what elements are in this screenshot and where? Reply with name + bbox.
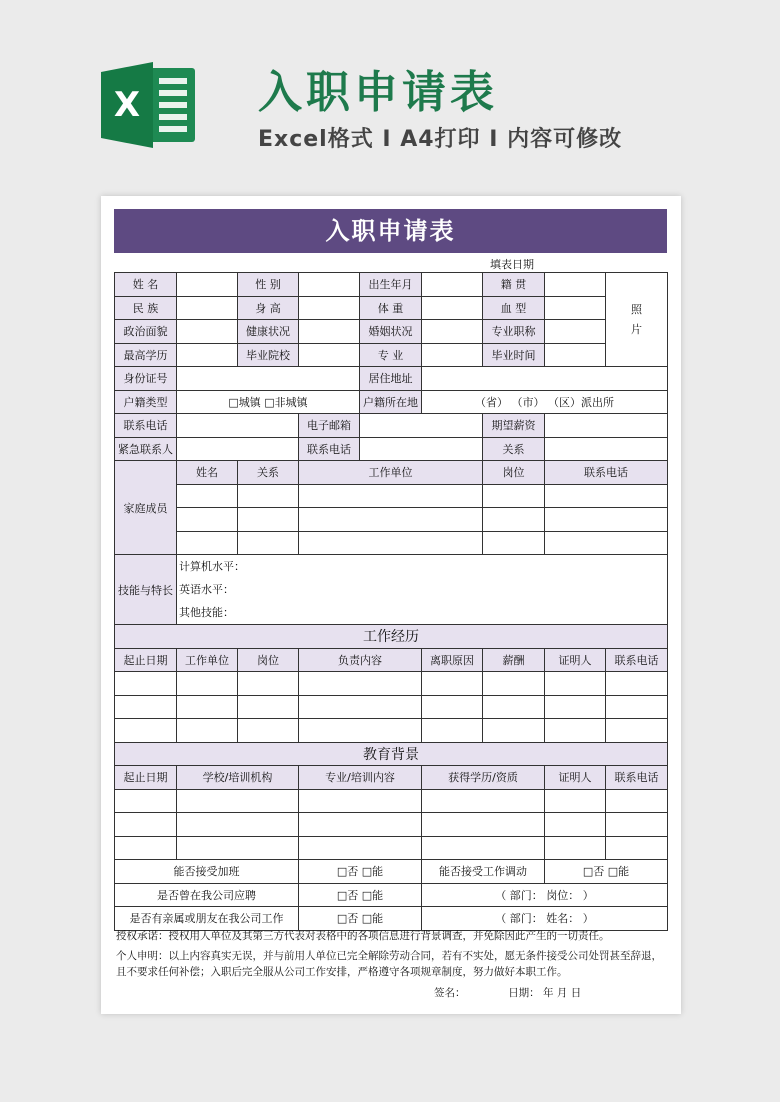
family-row: [115, 508, 668, 532]
transfer-options[interactable]: □否 □能: [545, 860, 668, 884]
work-header: 起止日期: [115, 648, 177, 672]
address-field[interactable]: [422, 367, 668, 391]
salary-field[interactable]: [545, 414, 668, 438]
family-header: 工作单位: [299, 461, 483, 485]
edu-header: 证明人: [545, 766, 606, 790]
skills-label: 技能与特长: [115, 555, 177, 625]
emergency-field[interactable]: [177, 437, 299, 461]
family-label: 家庭成员: [115, 461, 177, 555]
transfer-label: 能否接受工作调动: [422, 860, 545, 884]
email-field[interactable]: [360, 414, 483, 438]
work-row: [115, 672, 668, 696]
page-subtitle: Excel格式 I A4打印 I 内容可修改: [258, 127, 623, 152]
relation-label: 关系: [483, 437, 545, 461]
salary-label: 期望薪资: [483, 414, 545, 438]
relatives-options[interactable]: □否 □能: [299, 907, 422, 931]
contact-field[interactable]: [177, 414, 299, 438]
contact-label: 联系电话: [115, 414, 177, 438]
weight-field[interactable]: [422, 296, 483, 320]
birth-label: 出生年月: [360, 273, 422, 297]
work-header: 岗位: [238, 648, 299, 672]
political-field[interactable]: [177, 320, 238, 344]
native-place-label: 籍 贯: [483, 273, 545, 297]
title-field[interactable]: [545, 320, 606, 344]
applied-label: 是否曾在我公司应聘: [115, 883, 299, 907]
weight-label: 体 重: [360, 296, 422, 320]
edu-header: 学校/培训机构: [177, 766, 299, 790]
edu-section-title: 教育背景: [115, 742, 668, 766]
edu-row: [115, 789, 668, 813]
marital-field[interactable]: [422, 320, 483, 344]
name-label: 姓 名: [115, 273, 177, 297]
family-header: 关系: [238, 461, 299, 485]
birth-field[interactable]: [422, 273, 483, 297]
height-label: 身 高: [238, 296, 299, 320]
native-place-field[interactable]: [545, 273, 606, 297]
edu-header: 获得学历/资质: [422, 766, 545, 790]
marital-label: 婚姻状况: [360, 320, 422, 344]
graduation-field[interactable]: [545, 343, 606, 367]
health-field[interactable]: [299, 320, 360, 344]
emergency-phone-label: 联系电话: [299, 437, 360, 461]
form-banner-title: 入职申请表: [114, 209, 667, 253]
page-title: 入职申请表: [258, 67, 498, 118]
gender-field[interactable]: [299, 273, 360, 297]
skills-field[interactable]: [177, 555, 668, 625]
fill-date-label: 填表日期: [490, 258, 534, 271]
blood-type-label: 血 型: [483, 296, 545, 320]
family-row: [115, 531, 668, 555]
address-label: 居住地址: [360, 367, 422, 391]
title-label: 专业职称: [483, 320, 545, 344]
statement-text: 个人申明：以上内容真实无误，并与前用人单位已完全解除劳动合同，若有不实处，愿无条件接受公司处罚甚至辞退，且不要求任何补偿；入职后完全服从公司工作安排，严格遵守各项规章制度，努力做好本职工作。: [116, 950, 662, 978]
svg-text:X: X: [113, 85, 141, 125]
signature-line: [434, 985, 674, 1001]
applied-detail[interactable]: （ 部门： 岗位： ）: [422, 883, 668, 907]
applied-options[interactable]: □否 □能: [299, 883, 422, 907]
family-row: [115, 484, 668, 508]
family-header: 岗位: [483, 461, 545, 485]
edu-header: 联系电话: [606, 766, 668, 790]
political-label: 政治面貌: [115, 320, 177, 344]
computer-skill-label: 计算机水平：: [179, 560, 245, 573]
work-header: 离职原因: [422, 648, 483, 672]
work-section-title: 工作经历: [115, 625, 668, 649]
work-row: [115, 695, 668, 719]
work-row: [115, 719, 668, 743]
education-label: 最高学历: [115, 343, 177, 367]
email-label: 电子邮箱: [299, 414, 360, 438]
health-label: 健康状况: [238, 320, 299, 344]
education-field[interactable]: [177, 343, 238, 367]
edu-row: [115, 813, 668, 837]
signature-label: 签名：: [434, 987, 466, 999]
english-skill-label: 英语水平：: [179, 583, 234, 596]
gender-label: 性 别: [238, 273, 299, 297]
name-field[interactable]: [177, 273, 238, 297]
relatives-label: 是否有亲属或朋友在我公司工作: [115, 907, 299, 931]
work-header: 工作单位: [177, 648, 238, 672]
hukou-location-label: 户籍所在地: [360, 390, 422, 414]
edu-row: [115, 836, 668, 860]
overtime-label: 能否接受加班: [115, 860, 299, 884]
school-label: 毕业院校: [238, 343, 299, 367]
hukou-type-options[interactable]: □城镇 □非城镇: [177, 390, 360, 414]
relatives-detail[interactable]: （ 部门： 姓名： ）: [422, 907, 668, 931]
family-header: 姓名: [177, 461, 238, 485]
relation-field[interactable]: [545, 437, 668, 461]
family-header: 联系电话: [545, 461, 668, 485]
other-skill-label: 其他技能：: [179, 606, 234, 619]
school-field[interactable]: [299, 343, 360, 367]
height-field[interactable]: [299, 296, 360, 320]
emergency-label: 紧急联系人: [115, 437, 177, 461]
major-field[interactable]: [422, 343, 483, 367]
application-form-table: [114, 272, 668, 931]
work-header: 薪酬: [483, 648, 545, 672]
hukou-location-field[interactable]: （省） （市） （区）派出所: [422, 390, 668, 414]
work-header: 证明人: [545, 648, 606, 672]
edu-header: 专业/培训内容: [299, 766, 422, 790]
hukou-type-label: 户籍类型: [115, 390, 177, 414]
blood-type-field[interactable]: [545, 296, 606, 320]
edu-header: 起止日期: [115, 766, 177, 790]
ethnicity-field[interactable]: [177, 296, 238, 320]
ethnicity-label: 民 族: [115, 296, 177, 320]
overtime-options[interactable]: □否 □能: [299, 860, 422, 884]
excel-logo-icon: [101, 60, 199, 150]
authorization-text: 授权承诺：授权用人单位及其第三方代表对表格中的各项信息进行背景调查，并免除因此产生的一切责任。: [116, 930, 610, 942]
id-field[interactable]: [177, 367, 360, 391]
graduation-label: 毕业时间: [483, 343, 545, 367]
work-header: 联系电话: [606, 648, 668, 672]
emergency-phone-field[interactable]: [360, 437, 483, 461]
date-label: 日期： 年 月 日: [508, 987, 582, 999]
work-header: 负责内容: [299, 648, 422, 672]
major-label: 专 业: [360, 343, 422, 367]
id-label: 身份证号: [115, 367, 177, 391]
photo-box[interactable]: [606, 273, 668, 367]
photo-label: 照 片: [631, 302, 642, 336]
